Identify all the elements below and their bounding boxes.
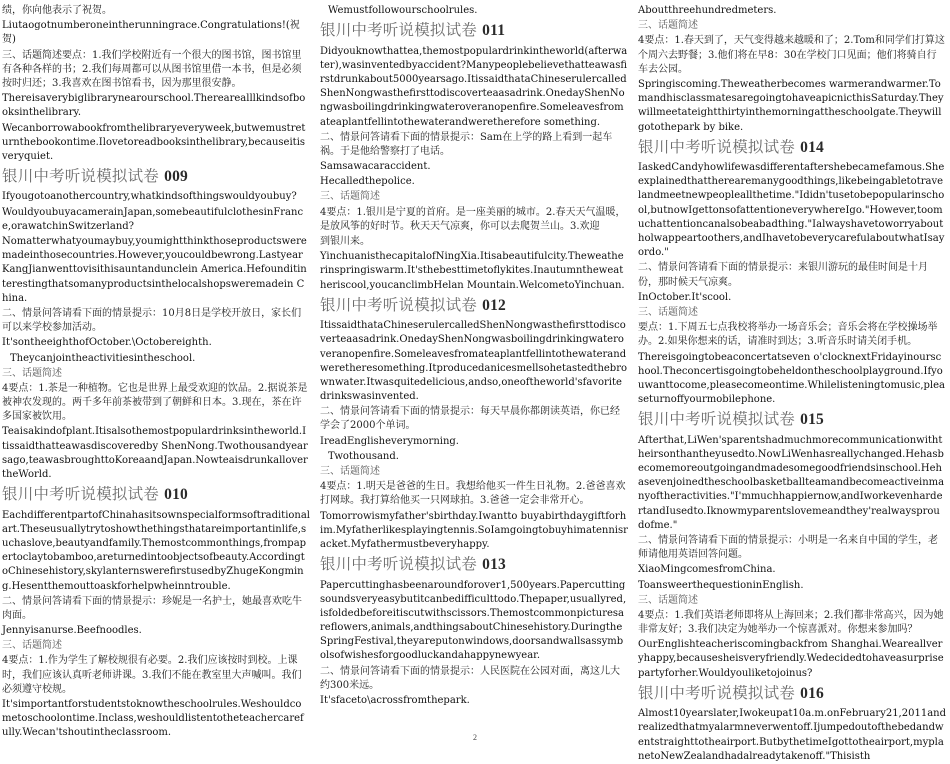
english-paragraph: It'sfaceto\acrossfromthepark. xyxy=(320,695,470,706)
english-paragraph: Thereisgoingtobeaconcertatseven o'clocknextFridayinourschool.Theconcertisgoingtobeheldontheschoolplayground.Ifyouwanttocome,pleasecomeontime.Whilelisteningtomusic,pleaseturnoffyourmobilephone. xyxy=(638,351,945,406)
exam-heading-label: 银川中考听说模拟试卷 xyxy=(638,683,796,702)
chinese-paragraph: 4要点：1.春天到了，天气变得越来越暖和了；2.Tom和同学们打算这个周六去野餐；3.他们将在早8：30在学校门口见面；他们将骑自行车去公园。 xyxy=(638,35,945,75)
section-label: 三、话题简述 xyxy=(638,594,698,606)
chinese-paragraph: 二、情景问答请看下面的情景提示：Sam在上学的路上看到一起车祸。于是他给警察打了电话。 xyxy=(320,131,613,157)
text-column-right xyxy=(638,4,946,762)
english-paragraph: ToansweerthequestioninEnglish. xyxy=(638,579,804,591)
text-column-left xyxy=(2,4,311,739)
chinese-paragraph: 三、话题简述要点：1.我们学校附近有一个很大的图书馆，图书馆里有各种各样的书；2.我们每周都可以从图书馆里借一本书，但是必须按时归还；3.我喜欢在图书馆看书，因为那里很安静。 xyxy=(2,49,302,89)
english-paragraph: Papercuttinghasbeenaroundforover1,500years.Papercuttingsoundsveryeasybutitcanbedifficulttodo.Thepaper,usuallyred,isfoldedbeforeitiscutwithscissors.Themostcommonpicturesareflowers,animals,andthingsaboutChinesehistory.DuringtheSpringFestival,theyareputonwindows,doorsandwallsassymbolsofwishesforgoodluckandahappynewyear. xyxy=(320,579,627,662)
chinese-paragraph: 绩，你向他表示了祝贺。 xyxy=(2,5,112,16)
exam-heading-label: 银川中考听说模拟试卷 xyxy=(320,21,478,40)
exam-heading xyxy=(638,684,946,703)
english-paragraph: Nomatterwhatyoumaybuy,youmightthinkthoseproductsweremadeinthosecountries.However,youcouldbewrong.LastyearKangJianwenttovisithisauntandunclein America.Hefounditinterestingthatsomanyproductsinthelocalshopsweremadein China. xyxy=(2,236,307,304)
english-paragraph: Teaisakindofplant.Itisalsothemostpopulardrinksintheworld.Itissaidthatteawasdiscoveredby ShenNong.Twothousandyearsago,teawasbroughttoKoreaandJapan.NowteaisdrunkallovertheWorld. xyxy=(2,426,308,480)
exam-heading-label: 银川中考听说模拟试卷 xyxy=(2,167,160,186)
english-paragraph: Tomorrowismyfather'sbirthday.Iwantto buyabirthdaygiftforhim.Myfatherlikesplayingtennis.SoIamgoingtobuyhimatennisracket.Myfathermustbeveryhappy. xyxy=(320,510,628,550)
chinese-paragraph: 二、情景问答请看下面的情景提示：小明是一名来自中国的学生，老师请他用英语回答问题。 xyxy=(638,534,938,561)
english-paragraph: Samsawacaraccident. xyxy=(320,161,431,173)
section-label: 三、话题简述 xyxy=(320,191,380,203)
exam-heading-label: 银川中考听说模拟试卷 xyxy=(2,485,160,504)
english-paragraph: It'simportantforstudentstoknowtheschoolrules.Weshouldcometoschoolontime.Inclass,weshouldlistentotheteachercarefully.Wecan'tshoutintheclassroom. xyxy=(2,699,304,739)
chinese-paragraph: 二、情景问答请看下面的情景提示：珍妮是一名护士，她最喜欢吃牛肉面。 xyxy=(2,595,302,621)
english-paragraph: Didyouknowthattea,themostpopulardrinkintheworld(afterwater),wasinventedbyaccident?Manypeoplebelievethatteawasfirstdrunkabout5000yearsago.ItissaidthataChineserulercalledShenNongwasthefirsttodiscoverteaasadrink.OnedayShenNongwasboilingdrinkingwateroveranopenfire.Someleavesfromateaplantfellintothewaterandweretherefore something. xyxy=(320,45,628,128)
exam-heading-number: 013 xyxy=(482,556,507,574)
chinese-paragraph: 二、情景问答请看下面的情景提示：每天早晨你都朗读英语，你已经学会了2000个单词。 xyxy=(320,406,620,432)
chinese-paragraph: 二、情景问答请看下面的情景提示：来银川游玩的最佳时间是十月份，那时候天气凉爽。 xyxy=(638,262,928,288)
chinese-paragraph: 4要点：1.明天是爸爸的生日。我想给他买一件生日礼物。2.爸爸喜欢打网球。我打算给他买一只网球拍。3.爸爸一定会非常开心。 xyxy=(320,481,626,507)
exam-heading-number: 016 xyxy=(800,684,825,702)
english-paragraph: Springiscoming.Theweatherbecomes warmerandwarmer.TomandhisclassmatesaregoingtohaveapicnicthisSaturday.Theywillmeetateightthirtyinthemorningattheschoolgate.Theywillgotothepark by bike. xyxy=(638,78,944,133)
english-paragraph: WouldyoubuyacamerainJapan,somebeautifulclothesinFrance,orawatchinSwitzerland? xyxy=(2,206,304,232)
chinese-paragraph: 4要点：1.银川是宁夏的首府。是一座美丽的城市。2.春天天气温暖，是放风筝的好时节。秋天天气凉爽，你可以去爬贺兰山。3.欢迎 xyxy=(320,206,626,232)
exam-heading-number: 009 xyxy=(164,168,189,186)
english-paragraph: Theycanjointheactivitiesintheschool. xyxy=(10,352,196,364)
english-paragraph: Liutaogotnumberoneintherunningrace.Congratulations!(祝贺) xyxy=(2,20,300,46)
chinese-paragraph: 要点：1.下周五七点我校将举办一场音乐会；音乐会将在学校操场举办。2.如果你想来的话，请准时到达；3.听音乐时请关闭手机。 xyxy=(638,322,938,348)
exam-heading-number: 012 xyxy=(482,296,507,314)
exam-heading xyxy=(638,410,946,429)
exam-heading xyxy=(638,138,946,157)
section-label: 三、话题简述 xyxy=(320,466,380,477)
section-label: 三、话题简述 xyxy=(2,367,62,379)
exam-heading-label: 银川中考听说模拟试卷 xyxy=(320,295,478,314)
english-paragraph: Thereisaverybiglibrarynearourschool.Therearealllkindsofbooksinthelibrary. xyxy=(2,93,306,119)
english-paragraph: Wecanborrowabookfromthelibraryeveryweek,butwemustreturnthebookontime.Ilovetoreadbooksinthelibrary,becauseitisveryquiet. xyxy=(2,122,306,162)
section-label: 三、话题简述 xyxy=(638,306,698,318)
text-column-middle xyxy=(320,4,628,733)
exam-heading xyxy=(320,21,628,40)
chinese-paragraph: 4要点：1.我们英语老师即将从上海回来；2.我们都非常高兴，因为她非常友好；3.我们决定为她举办一个惊喜派对。你想来参加吗？ xyxy=(638,609,944,636)
english-paragraph: EachdifferentpartofChinahasitsownspecialformsoftraditionalart.Theseusuallytrytoshowthethingsthatareimportantinlife,suchaslove,beautyandfamily.Themostcommonthings,frompapertoclaytobamboo,areturnedintoobjectsofbeauty.AccordingtoChinesehistory,skylanternswerefirstusedbyZhugeKongming.Hesentthemouttoaskforhelpwheinntrouble. xyxy=(2,509,311,592)
exam-heading-number: 011 xyxy=(482,22,506,40)
english-paragraph: Aboutthreehundredmeters. xyxy=(638,5,777,16)
chinese-paragraph: 二、情景问答请看下面的情景提示：10月8日是学校开放日，家长们可以来学校参加活动。 xyxy=(2,307,302,334)
english-paragraph: OurEnglishteacheriscomingbackfrom Shanghai.Weareallveryhappy,becausesheisveryfriendly.Wedecidedtohaveasurprisepartyforher.Wouldyouliketojoinus? xyxy=(638,639,944,679)
chinese-paragraph: 4要点：1.作为学生了解校规很有必要。2.我们应该按时到校。上课时，我们应该认真听老师讲课。3.我们不能在教室里大声喊叫。我们必须遵守校规。 xyxy=(2,655,302,695)
english-paragraph: IaskedCandyhowlifewasdifferentaftershebecamefamous.Sheexplainedthattherearemanygoodthings,likebeingabletotravelandmeetnewpeopleallthetime."Ididn'tusetobepopularinschool,butnowIgettonsofattentioneverywhereIgo."However,toomuchattentioncanalsobeabadthing."Ialwayshavetoworryaboutholwappeartoothers,andIhavetobeverycarefulaboutwhatIsayordo." xyxy=(638,162,945,259)
english-paragraph: XiaoMingcomesfromChina. xyxy=(638,564,776,576)
english-paragraph: Hecalledthepolice. xyxy=(320,176,415,188)
english-paragraph: Ifyougotoanothercountry,whatkindsofthingswouldyoubuy? xyxy=(2,191,297,203)
exam-heading-label: 银川中考听说模拟试卷 xyxy=(638,137,796,156)
section-label: 三、话题简述 xyxy=(2,640,62,652)
english-paragraph: Afterthat,LiWen'sparentshadmuchmorecommunicationwiththeirsonthantheyusedto.NowLiWenhasreallychanged.Hehasbecomemoreoutgoingandmadesomegoodfriendsinschool.Hehasevenjoinedtheschoolbasketballteamandbecomeactiveinmanyoftheractivities."I'mmuchhappiernow,andIworkevenhardertandIusedto.Iknowmyparentslovemeandthey'realwaysproudofme." xyxy=(638,434,945,531)
english-paragraph: IreadEnglisheverymorning. xyxy=(320,435,459,447)
english-paragraph: InOctober.It'scool. xyxy=(638,291,732,303)
exam-heading-label: 银川中考听说模拟试卷 xyxy=(320,555,478,574)
chinese-paragraph: 4要点：1.茶是一种植物。它也是世界上最受欢迎的饮品。2.据说茶是被神农发现的。两千多年前茶被带到了朝鲜和日本。3.现在，茶在许多国家被饮用。 xyxy=(2,382,308,423)
english-paragraph: Wemustfollowourschoolrules. xyxy=(328,5,478,16)
exam-heading xyxy=(2,167,310,186)
english-paragraph: Almost10yearslater,Iwokeupat10a.m.onFebruary21,2011andrealizedthatmyalarmneverwentoff.Ijumpedoutofthebedandwentstraighttotheairport.ButbythetimeIgottotheairport,myplanetoNewZealandhadalreadytakenoff."Thisisth xyxy=(638,708,946,762)
exam-heading xyxy=(2,485,310,504)
english-paragraph: YinchuanisthecapitalofNingXia.Itisabeautifulcity.Theweatherinspringiswarm.It'sthebesttimetoflykites.Inautumntheweatheriscool,youcanclimbHelan Mountain.WelcometoYinchuan. xyxy=(320,251,625,291)
exam-heading-number: 010 xyxy=(164,486,189,504)
chinese-paragraph: 到银川来。 xyxy=(320,236,370,247)
english-paragraph: It'sontheeighthofOctober.\Octobereighth. xyxy=(2,337,212,349)
exam-heading-number: 015 xyxy=(800,411,825,429)
exam-heading xyxy=(320,296,628,315)
exam-heading-label: 银川中考听说模拟试卷 xyxy=(638,410,796,429)
page-number: 2 xyxy=(473,733,477,742)
english-paragraph: Twothousand. xyxy=(328,450,399,462)
english-paragraph: ItissaidthataChineserulercalledShenNongwasthefirsttodiscoverteaasadrink.OnedayShenNongwasboilingdrinkingwateroveranopenfire.Someleavesfromateaplantfellintothewaterandweretheresomething.Itproducedanicesmellsohetastedthebrownwater.Itwasquitedelicious,andso,oneoftheworld'sfavoritedrinkswasinvented. xyxy=(320,320,628,403)
exam-heading xyxy=(320,555,628,574)
exam-heading-number: 014 xyxy=(800,138,825,156)
chinese-paragraph: 二、情景问答请看下面的情景提示：人民医院在公园对面，离这儿大约300米远。 xyxy=(320,665,620,691)
section-label: 三、话题简述 xyxy=(638,20,698,32)
english-paragraph: Jennyisanurse.Beefnoodles. xyxy=(2,625,142,637)
